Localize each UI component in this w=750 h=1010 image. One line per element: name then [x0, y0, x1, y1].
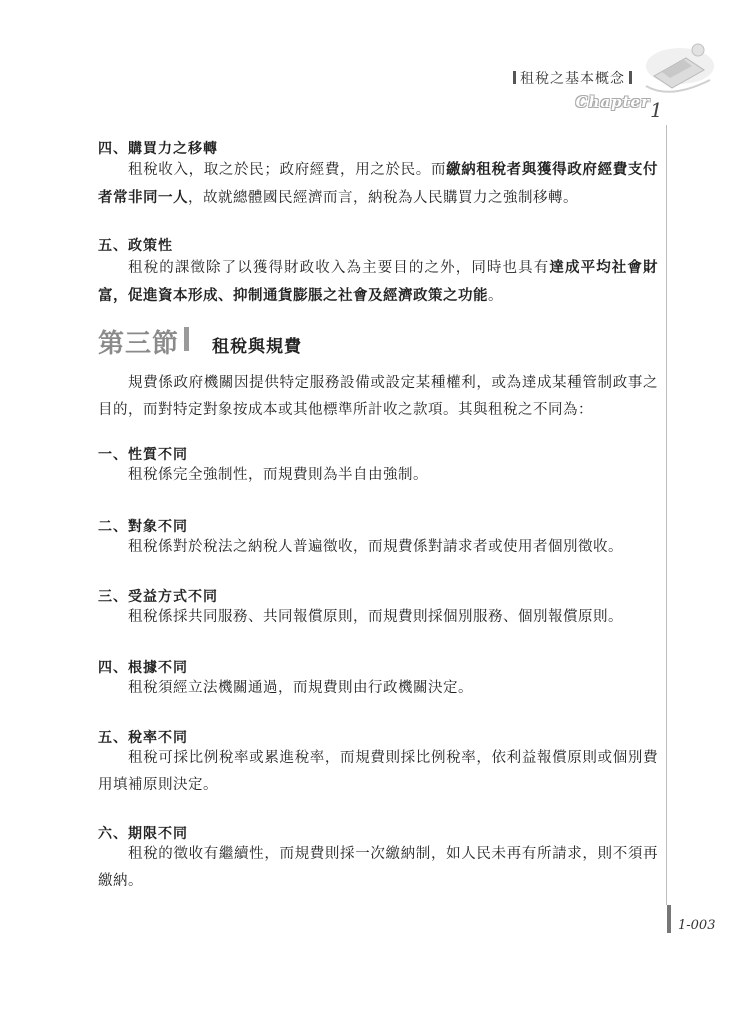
heading-policy: 五、政策性 — [98, 238, 173, 254]
heading-tax-rate: 五、稅率不同 — [98, 730, 188, 746]
heading-benefit-method: 三、受益方式不同 — [98, 589, 218, 605]
chapter-header-title: 租稅之基本概念 — [520, 71, 625, 87]
heading-term: 六、期限不同 — [98, 826, 188, 842]
paragraph-emphasis: 達成平均社會財富，促進資本形成、抑制通貨膨脹之社會及經濟政策之功能 — [98, 259, 659, 304]
paragraph-purchasing-power — [98, 156, 658, 212]
chapter-decoration-icon — [640, 36, 716, 102]
chapter-header — [0, 68, 636, 88]
paragraph-emphasis: 繳納租稅者與獲得政府經費支付者常非同一人 — [98, 161, 659, 206]
paragraph-benefit-method: 租稅係採共同服務、共同報償原則，而規費則採個別服務、個別報償原則。 — [128, 609, 623, 625]
bar-mark-right — [629, 71, 632, 84]
paragraph-target: 租稅係對於稅法之納稅人普遍徵收，而規費係對請求者或使用者個別徵收。 — [128, 539, 623, 555]
heading-purchasing-power: 四、購買力之移轉 — [98, 141, 218, 157]
paragraph-tax-rate: 租稅可採比例稅率或累進稅率，而規費則採比例稅率，依利益報償原則或個別費用填補原則決定。 — [98, 750, 658, 793]
section-title: 租稅與規費 — [212, 337, 302, 357]
margin-rule — [666, 125, 667, 905]
paragraph-term: 租稅的徵收有繼續性，而規費則採一次繳納制，如人民未再有所請求，則不須再繳納。 — [98, 846, 658, 889]
section-divider-bar — [184, 327, 189, 351]
paragraph-nature: 租稅係完全強制性，而規費則為半自由強制。 — [128, 467, 428, 483]
paragraph-text: 租稅收入，取之於民；政府經費，用之於民。而 — [128, 162, 447, 178]
chapter-label: Chapter — [575, 93, 650, 111]
bar-mark-left — [513, 71, 516, 84]
paragraph-basis: 租稅須經立法機關通過，而規費則由行政機關決定。 — [128, 680, 473, 696]
paragraph-text: 。 — [488, 288, 503, 304]
heading-nature: 一、性質不同 — [98, 447, 188, 463]
paragraph-text: 租稅的課徵除了以獲得財政收入為主要目的之外，同時也具有 — [128, 260, 550, 276]
section-number: 第三節 — [98, 329, 180, 359]
chapter-number: 1 — [650, 98, 663, 122]
paragraph-text: ，故就總體國民經濟而言，納稅為人民購買力之強制移轉。 — [188, 190, 578, 206]
heading-basis: 四、根據不同 — [98, 660, 188, 676]
heading-target: 二、對象不同 — [98, 519, 188, 535]
page-number: 1-003 — [678, 918, 716, 933]
paragraph-section-intro: 規費係政府機關因提供特定服務設備或設定某種權利，或為達成某種管制政事之目的，而對特定對象按成本或其他標準所計收之款項。其與租稅之不同為： — [98, 375, 658, 418]
paragraph-policy — [98, 254, 658, 310]
margin-rule-marker — [667, 905, 671, 933]
